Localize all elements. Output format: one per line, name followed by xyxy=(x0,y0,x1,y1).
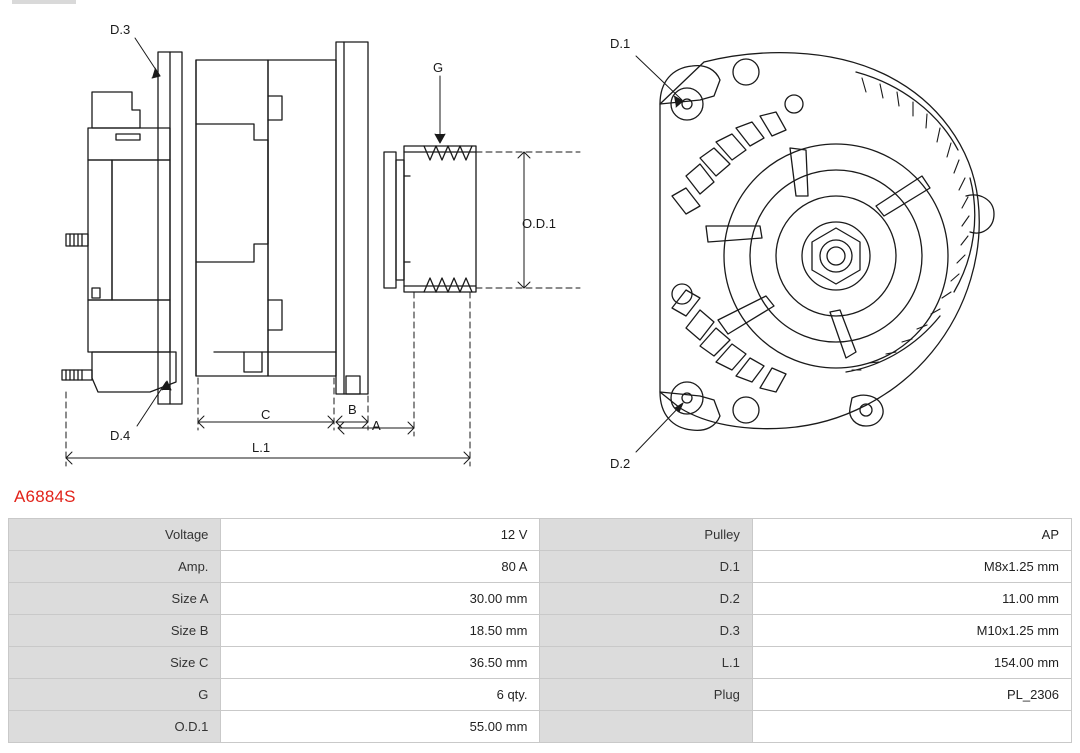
front-boss-mid xyxy=(672,284,692,304)
spec-key: D.3 xyxy=(540,615,752,647)
part-number: A6884S xyxy=(14,487,76,506)
front-hub-ring xyxy=(776,196,896,316)
pulley-groove-1 xyxy=(424,146,436,160)
front-boss-upper xyxy=(785,95,803,113)
table-row xyxy=(9,583,1072,615)
rear-terminal-stud xyxy=(66,234,88,246)
spec-key: Pulley xyxy=(540,519,752,551)
label-a: A xyxy=(372,418,381,433)
spec-value: AP xyxy=(752,519,1071,551)
label-d1: D.1 xyxy=(610,36,631,51)
spec-key: Voltage xyxy=(9,519,221,551)
rear-cover-top xyxy=(92,92,140,128)
front-ear-top xyxy=(660,66,720,104)
spec-key: Size A xyxy=(9,583,221,615)
label-d2: D.2 xyxy=(610,456,631,471)
spec-key: L.1 xyxy=(540,647,752,679)
pulley-rims xyxy=(404,152,476,286)
label-l1: L.1 xyxy=(252,440,271,455)
pulley-groove-2 xyxy=(436,146,448,160)
rear-housing xyxy=(112,160,170,300)
spec-value: PL_2306 xyxy=(752,679,1071,711)
pulley-groove-7 xyxy=(448,278,460,292)
pulley-body xyxy=(404,146,476,292)
rear-clip xyxy=(116,134,140,140)
front-bolt-hole-top-inner xyxy=(682,99,692,109)
front-shaft-washer xyxy=(820,240,852,272)
label-c: C xyxy=(261,407,271,422)
label-g: G xyxy=(433,60,444,75)
stator-housing-right xyxy=(268,60,336,376)
rear-bolt-thread xyxy=(66,370,82,380)
spec-key: D.1 xyxy=(540,551,752,583)
spec-value: 18.50 mm xyxy=(221,615,540,647)
front-view xyxy=(660,53,994,431)
front-bracket-foot xyxy=(346,376,360,394)
fan-spoke-4 xyxy=(830,310,856,358)
drive-end-shaft xyxy=(384,152,396,288)
stator-foot xyxy=(244,352,262,372)
stator-notch-bottom xyxy=(268,300,282,330)
vent-slots-upper xyxy=(672,112,786,214)
table-row xyxy=(9,711,1072,743)
spec-key: Size C xyxy=(9,647,221,679)
pulley-groove-8 xyxy=(460,278,472,292)
rear-terminal-thread xyxy=(70,234,82,246)
spec-value: 154.00 mm xyxy=(752,647,1071,679)
spec-value: 36.50 mm xyxy=(221,647,540,679)
label-od1: O.D.1 xyxy=(522,216,556,231)
table-row xyxy=(9,647,1072,679)
table-row xyxy=(9,551,1072,583)
front-ear-bottom xyxy=(660,392,720,430)
dimension-lines xyxy=(66,152,580,466)
front-shaft-nut xyxy=(812,228,860,284)
spec-key-empty xyxy=(540,711,752,743)
spec-key: G xyxy=(9,679,221,711)
front-boss-top xyxy=(733,59,759,85)
spec-value: 6 qty. xyxy=(221,679,540,711)
rear-small-boss xyxy=(92,288,100,298)
rim-teeth xyxy=(846,72,979,380)
fan-spoke-2 xyxy=(706,226,762,242)
spec-value: M8x1.25 mm xyxy=(752,551,1071,583)
rim-arc-top xyxy=(856,72,958,150)
pulley-groove-4 xyxy=(460,146,472,160)
pulley-groove-5 xyxy=(424,278,436,292)
vent-slots-lower xyxy=(672,290,786,392)
table-row xyxy=(9,519,1072,551)
front-boss-bottom xyxy=(733,397,759,423)
spec-key: O.D.1 xyxy=(9,711,221,743)
spec-key: Size B xyxy=(9,615,221,647)
table-row xyxy=(9,615,1072,647)
front-bolt-hole-bottom xyxy=(671,382,703,414)
pulley-groove-3 xyxy=(448,146,460,160)
spec-value: 12 V xyxy=(221,519,540,551)
front-bracket xyxy=(336,42,368,394)
fan-spoke-5 xyxy=(876,176,930,216)
rim-arc-bottom xyxy=(846,316,940,372)
spec-value: 55.00 mm xyxy=(221,711,540,743)
table-row xyxy=(9,679,1072,711)
spec-value: M10x1.25 mm xyxy=(752,615,1071,647)
spec-value: 11.00 mm xyxy=(752,583,1071,615)
front-shaft-center xyxy=(827,247,845,265)
pulley-groove-6 xyxy=(436,278,448,292)
fan-spoke-3 xyxy=(718,296,774,334)
spec-key: D.2 xyxy=(540,583,752,615)
spec-value: 80 A xyxy=(221,551,540,583)
front-side-tab xyxy=(966,195,994,233)
label-d3: D.3 xyxy=(110,22,131,37)
fan-spoke-1 xyxy=(790,148,808,196)
pulley-hub-marks xyxy=(404,176,410,262)
stator-notch-top xyxy=(268,96,282,120)
stator-inner-contour xyxy=(196,124,268,262)
stator-housing-left xyxy=(196,60,268,376)
shaft-spacer xyxy=(396,160,404,280)
spec-value: 30.00 mm xyxy=(221,583,540,615)
spec-key: Plug xyxy=(540,679,752,711)
label-d4: D.4 xyxy=(110,428,131,443)
front-fan-outer xyxy=(724,144,948,368)
label-b: B xyxy=(348,402,357,417)
regulator-body xyxy=(88,160,112,300)
spec-value-empty xyxy=(752,711,1071,743)
spec-key: Amp. xyxy=(9,551,221,583)
specification-table xyxy=(8,518,1072,743)
